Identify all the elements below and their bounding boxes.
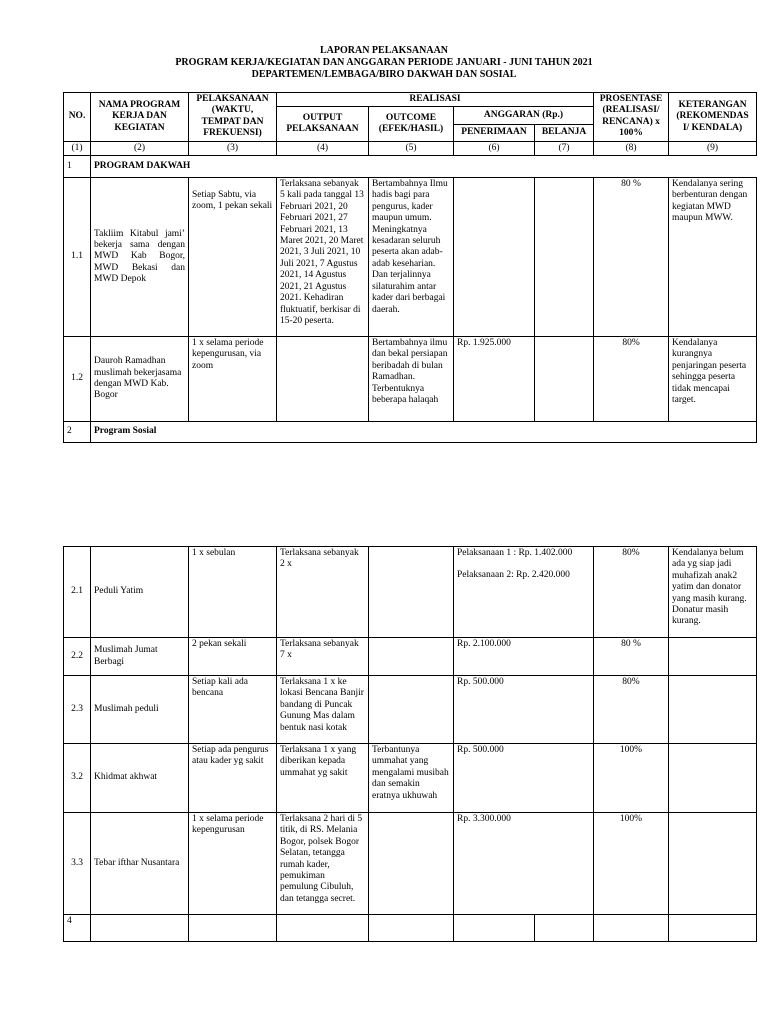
keterangan-cell: Kendalanya belum ada yg siap jadi muhafizah anak2 yatim dan donator yang masih kurang. Donatur masih kurang. [669,547,757,638]
output-cell: Terlaksana sebanyak 2 x [277,547,369,638]
pelaksanaan-cell: 1 x sebulan [189,547,277,638]
table-row [64,337,757,422]
program-name: Khidmat akhwat [91,744,189,813]
keterangan-cell: Kendalanya kurangnya penjaringan peserta sehingga peserta tidak mencapai target. [669,337,757,422]
keterangan-cell [669,638,757,676]
column-number: (3) [189,141,277,155]
pelaksanaan-cell: Setiap ada pengurus atau kader yg sakit [189,744,277,813]
section-row [64,156,757,178]
prosentase-cell: 80 % [594,178,669,337]
output-cell: Terlaksana sebanyak 5 kali pada tanggal 13 Februari 2021, 20 Februari 2021, 27 Februari 2021, 13 Maret 2021, 20 Maret 2021, 3 Juli 2021, 10 Juli 2021, 7 Agustus 2021, 14 Agustus 2021, 21 Agustus 2021. Kehadiran fluktuatif, berkisar di 15-20 peserta. [277,178,369,337]
header-outcome: OUTCOME (EFEK/HASIL) [369,107,454,141]
outcome-cell [369,676,454,744]
row-number: 3.2 [64,744,91,813]
outcome-cell: Bertambahnya Ilmu hadis bagi para pengurus, kader maupun umum. Meningkatnya kesadaran seluruh peserta akan adab-adab keseharian. Dan terjalinnya silaturahim antar kader dari berbagai daerah. [369,178,454,337]
outcome-cell [369,547,454,638]
program-name: Tebar ifthar Nusantara [91,813,189,915]
report-title: LAPORAN PELAKSANAAN [319,45,449,56]
header-realisasi: REALISASI [277,93,594,107]
column-number: (7) [535,141,594,155]
table-row [64,744,757,813]
keterangan-cell [669,744,757,813]
program-name: Muslimah Jumat Berbagi [91,638,189,676]
row-number: 2.3 [64,676,91,744]
report-department: DEPARTEMEN/LEMBAGA/BIRO DAKWAH DAN SOSIAL [251,69,517,80]
column-number: (6) [454,141,535,155]
belanja-cell [535,915,594,942]
report-table-2 [63,546,757,942]
header-prosentase: PROSENTASE (REALISASI/ RENCANA) x 100% [594,93,669,142]
prosentase-cell: 100% [594,744,669,813]
penerimaan-cell [454,915,535,942]
table-row [64,676,757,744]
penerimaan-cell: Rp. 500.000 [454,676,594,744]
keterangan-cell [669,676,757,744]
section-title: Program Sosial [91,422,757,443]
penerimaan-cell: Rp. 3.300.000 [454,813,594,915]
penerimaan-cell: Rp. 2.100.000 [454,638,594,676]
row-number: 3.3 [64,813,91,915]
header-penerimaan: PENERIMAAN [454,124,535,141]
section-number: 2 [64,422,91,443]
row-number: 2.1 [64,547,91,638]
program-name [91,915,189,942]
pelaksanaan-cell: Setiap kali ada bencana [189,676,277,744]
keterangan-cell [669,813,757,915]
section-row [64,422,757,443]
output-cell: Terlaksana 1 x yang diberikan kepada ummahat yg sakit [277,744,369,813]
header-nama-program: NAMA PROGRAM KERJA DAN KEGIATAN [91,93,189,142]
outcome-cell [369,638,454,676]
section-title: PROGRAM DAKWAH [91,156,757,178]
prosentase-cell: 80% [594,547,669,638]
outcome-cell [369,813,454,915]
outcome-cell: Terbantunya ummahat yang mengalami musibah dan semakin eratnya ukhuwah [369,744,454,813]
pelaksanaan-cell: Setiap Sabtu, via zoom, 1 pekan sekali [189,178,277,337]
table-row [64,547,757,638]
header-anggaran: ANGGARAN (Rp.) [454,107,594,124]
header-pelaksanaan: PELAKSANAAN (WAKTU, TEMPAT DAN FREKUENSI) [189,93,277,142]
column-number-row [64,141,757,155]
column-number: (5) [369,141,454,155]
row-number: 1.2 [64,337,91,422]
header-keterangan: KETERANGAN (REKOMENDAS I/ KENDALA) [669,93,757,142]
table-row [64,638,757,676]
header-no: NO. [64,93,91,142]
column-number: (9) [669,141,757,155]
keterangan-cell: Kendalanya sering berbenturan dengan kegiatan MWD maupun MWW. [669,178,757,337]
program-name: Peduli Yatim [91,547,189,638]
program-name: Dauroh Ramadhan muslimah bekerjasama dengan MWD Kab. Bogor [91,337,189,422]
table-row [64,178,757,337]
prosentase-cell: 80% [594,337,669,422]
report-period: PROGRAM KERJA/KEGIATAN DAN ANGGARAN PERIODE JANUARI - JUNI TAHUN 2021 [175,57,593,68]
output-cell [277,915,369,942]
table-row [64,813,757,915]
outcome-cell [369,915,454,942]
pelaksanaan-cell: 1 x selama periode kepengurusan, via zoom [189,337,277,422]
penerimaan-cell [454,178,535,337]
prosentase-cell: 80 % [594,638,669,676]
penerimaan-cell: Rp. 500.000 [454,744,594,813]
pelaksanaan-cell [189,915,277,942]
penerimaan-cell: Rp. 1.925.000 [454,337,535,422]
pelaksanaan-cell: 2 pekan sekali [189,638,277,676]
prosentase-cell: 80% [594,676,669,744]
report-table-1 [63,92,757,443]
section-number: 1 [64,156,91,178]
belanja-cell [535,337,594,422]
prosentase-cell [594,915,669,942]
penerimaan-cell: Pelaksanaan 1 : Rp. 1.402.000 Pelaksanaan 2: Rp. 2.420.000 [454,547,594,638]
column-number: (1) [64,141,91,155]
column-number: (2) [91,141,189,155]
header-belanja: BELANJA [535,124,594,141]
output-cell [277,337,369,422]
column-number: (4) [277,141,369,155]
output-cell: Terlaksana sebanyak 7 x [277,638,369,676]
outcome-cell: Bertambahnya ilmu dan bekal persiapan beribadah di bulan Ramadhan. Terbentuknya beberapa halaqah [369,337,454,422]
row-number: 1.1 [64,178,91,337]
program-name: Takliim Kitabul jami’ bekerja sama dengan MWD Kab Bogor, MWD Bekasi dan MWD Depok [91,178,189,337]
prosentase-cell: 100% [594,813,669,915]
belanja-cell [535,178,594,337]
table-row [64,915,757,942]
pelaksanaan-cell: 1 x selama periode kepengurusan [189,813,277,915]
output-cell: Terlaksana 1 x ke lokasi Bencana Banjir bandang di Puncak Gunung Mas dalam bentuk nasi kotak [277,676,369,744]
program-name: Muslimah peduli [91,676,189,744]
row-number: 2.2 [64,638,91,676]
row-number: 4 [64,915,91,942]
keterangan-cell [669,915,757,942]
column-number: (8) [594,141,669,155]
header-output: OUTPUT PELAKSANAAN [277,107,369,141]
output-cell: Terlaksana 2 hari di 5 titik, di RS. Melania Bogor, polsek Bogor Selatan, tetangga rumah kader, pemukiman pemulung Cibuluh, dan tetangga secret. [277,813,369,915]
